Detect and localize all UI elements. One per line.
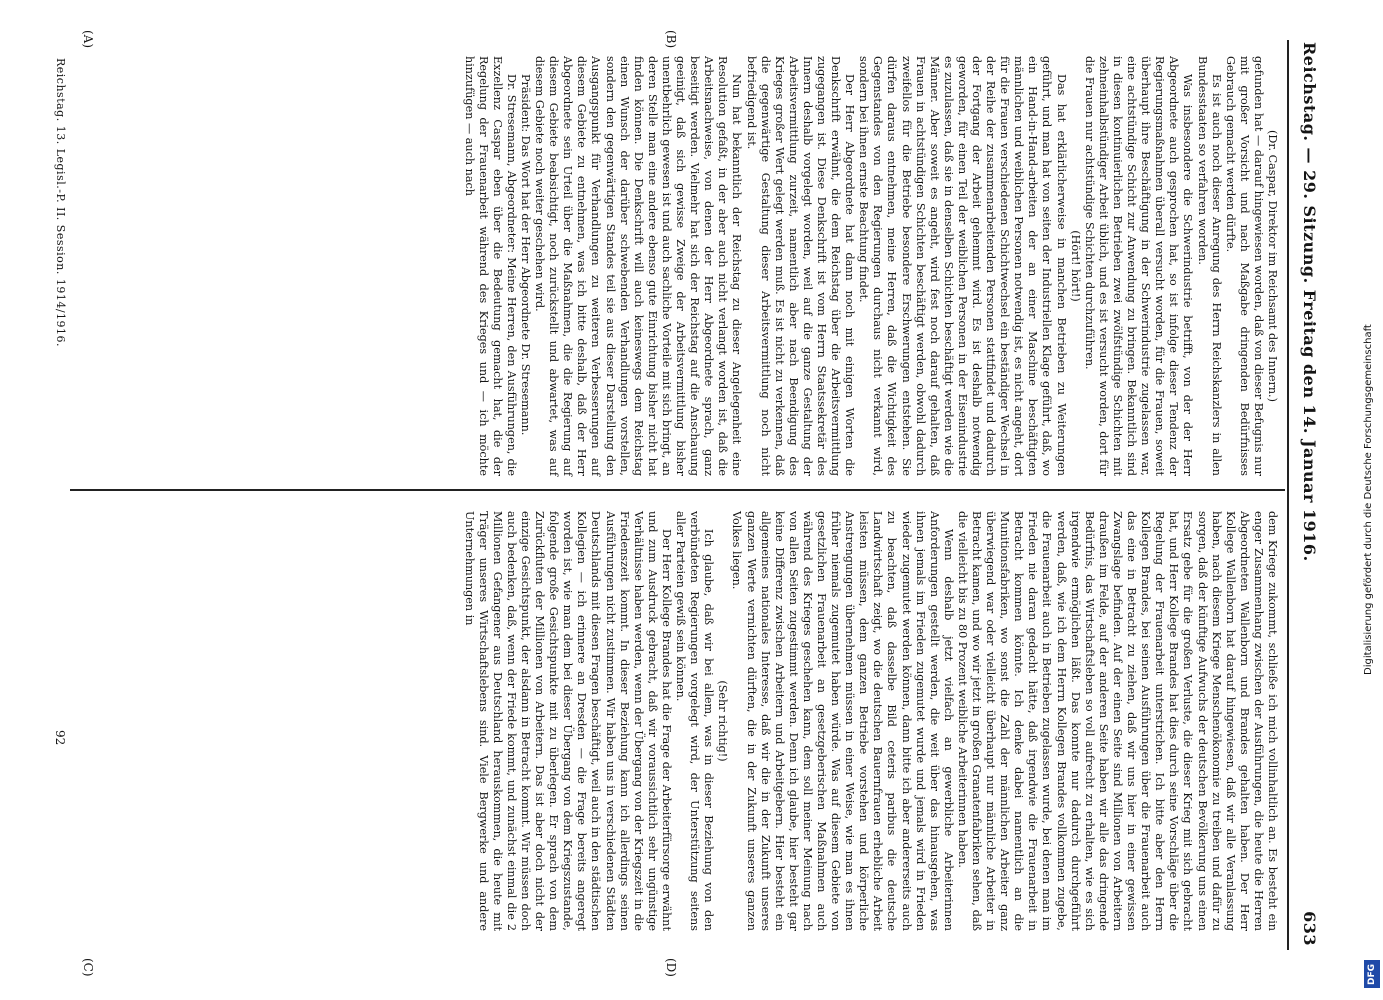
digitization-credit: Digitalisierung gefördert durch die Deutsche Forschungsgemeinschaft [1363,324,1374,676]
paragraph: Wenn deshalb jetzt vielfach an gewerbliche Arbeiterinnen Anforderungen gestellt werden, die weit über das hinausgehen, was ihnen jemals im Frieden zugemutet wurde und jemals wird in Frieden wieder zugemutet werden können, dann bitte ich aber andererseits auch zu beachten, daß dasselbe Bild ceteris paribus die deutsche Landwirtschaft zeigt, wo die deutschen Bauernfrauen erhebliche Arbeit leisten müssen, dem ganzen Betriebe vorstehen und körperliche Anstrengungen übernehmen müssen in einer Weise, wie man es ihnen früher niemals zugemutet haben würde. Was auf diesem Gebiete von gesetzlichen Frauenarbeit an gesetzgeberischen Maßnahmen auch während des Krieges geschehen kann, dem soll meiner Meinung nach von allen Seiten zugestimmt werden. Denn ich glaube, hier besteht gar keine Differenz zwischen Arbeitern und Arbeitgebern. Hier besteht ein allgemeines nationales Interesse, daß wir die in der Zukunft unseres ganzen Werte vernichten dürften, die in der Zukunft unseres ganzen Volkes liegen. [730,511,955,931]
dfg-logo: DFG [1364,960,1380,988]
paragraph: Das hat erklärlicherweise in manchen Betrieben zu Weiterungen geführt, und man hat von seiten der Industriellen Klage geführt, daß, wo ein Hand-in-Hand-arbeiten der an einer Maschine beschäftigten männlichen und weiblichen Personen notwendig ist, es nicht angeht, dort für die Frauen verschiedenen Schichtwechsel ein beständiger Wechsel in der Reihe der zusammenarbeitenden Personen stattfindet und dadurch der Fortgang der Arbeit gehemmt wird. Es ist deshalb notwendig geworden, für einen Teil der weiblichen Personen in der Eisenindustrie es zuzulassen, daß sie in denselben Schichten beschäftigt werden wie die Männer. Aber soweit es angeht, wird fest noch darauf gehalten, daß Frauen in achtstündigen Schichten beschäftigt werden, obwohl dadurch zweifellos für die Betriebe besondere Erschwerungen entstehen. Sie dürfen daraus entnehmen, meine Herren, daß die Wichtigkeit des Gegenstandes von den Regierungen durchaus nicht verkannt wird, sondern bei ihnen ernste Beachtung findet. [857,56,1068,476]
interjection: (Hört! hört!) [1068,230,1082,302]
margin-marker-b: (B) [664,30,678,49]
left-column [462,56,1279,476]
paragraph: Der Herr Abgeordnete hat dann noch mit einigen Worten die Denkschrift erwähnt, die dem Reichstag über die Arbeitsvermittlung zugegangen ist. Diese Denkschrift ist vom Herrn Staatssekretär des Innern deshalb vorgelegt worden, weil auf die ganze Gestaltung der Arbeitsvermittlung zurzeit, namentlich aber nach Beendigung des Krieges großer Wert gelegt werden muß. Es ist nicht zu verkennen, daß die gegenwärtige Gestaltung dieser Arbeitsvermittlung noch nicht befriedigend ist. [744,56,857,476]
header-rule [1287,40,1289,950]
margin-marker-c: (C) [81,958,95,977]
header-title: Reichstag. — 29. Sitzung. Freitag den 14. Januar 1916. [1300,42,1319,562]
page-footer: Reichstag. 13. Legisl.-P. II. Session. 1914/1916. [54,58,67,348]
margin-marker-d: (D) [664,958,678,977]
right-column [462,511,1279,931]
interjection: (Sehr richtig!) [716,680,730,762]
footer-page-number: 92 [53,730,67,746]
margin-marker-a: (A) [81,30,95,49]
president-statement: Präsident: Das Wort hat der Herr Abgeordnete Dr. Stresemann. [519,74,533,436]
paragraph: dem Kriege zukommt, schließe ich mich vollinhaltlich an. Es besteht ein enger Zusammenhang zwischen der Ausführungen, die heute die Herren Abgeordneten Wallenborn und Brandes gehalten haben. Der Herr Kollege Wallenborn hat darauf hingewiesen, daß wir alle Veranlassung haben, nach diesem Kriege Menschenökonomie zu treiben und dafür zu sorgen, daß der künftige Aufwuchs der deutschen Bevölkerung uns einen Ersatz gebe für die großen Verluste, die dieser Krieg mit sich gebracht hat, und Herr Kollege Brandes hat dies durch seine Vorschläge über die Regelung der Frauenarbeit unterstrichen. Ich bitte aber den Herrn Kollegen Brandes, bei seinen Ausführungen über die Frauenarbeit auch das eine in Betracht zu ziehen, daß wir uns hier in einer gewissen Zwangslage befinden. Auf der einen Seite sind Millionen von Arbeitern draußen im Felde, auf der anderen Seite haben wir alle das dringende Bedürfnis, das Wirtschaftsleben so voll aufrecht zu erhalten, wie es sich irgendwie ermöglichen läßt. Das konnte nur dadurch durchgeführt werden, daß, wie ich dem Herrn Kollegen Brandes vollkommen zugebe, die Frauenarbeit auch in Betrieben zugelassen wurde, bei denen man im Frieden nie daran gedacht hätte, daß irgendwie die Frauenarbeit in Betracht kommen könnte. Ich denke dabei namentlich an die Munitionsfabriken, wo sonst die Zahl der männlichen Arbeiter ganz überwiegend war oder vielleicht überhaupt nur männliche Arbeiter in Betracht kamen, und wo wir jetzt in großen Granatenfabriken sehen, daß die vielleicht bis zu 80 Prozent weibliche Arbeiterinnen haben. [955,511,1279,931]
paragraph: Nun hat bekanntlich der Reichstag zu dieser Angelegenheit eine Resolution gefaßt, in der aber auch nicht verlangt worden ist, daß die Arbeitsnachweise, von denen der Herr Abgeordnete sprach, ganz beseitigt werden. Vielmehr hat sich der Reichstag auf die Anschauung geeinigt, daß sich gewisse Zweige der Arbeitsvermittlung bisher unentbehrlich gewesen ist und auch sachliche Vorteile mit sich bringt, an deren Stelle man eine andere ebenso gute Einrichtung bisher nicht hat finden können. Die Denkschrift will auch keineswegs dem Reichstag einen Wunsch der darüber schwebenden Verhandlungen vorstellen, sondern den gegenwärtigen Standes teil sie aus dieser Darstellung den Ausgangspunkt für Verhandlungen zu weiteren Verbesserungen auf diesem Gebiete zu entnehmen, was ich bitte deshalb, daß der Herr Abgeordnete sein Urteil über die Maßnahmen, die die Regierung auf diesem Gebiete beabsichtigt, noch zurückstellt und abwartet, was auf diesem Gebiete noch weiter geschehen wird. [533,56,744,476]
speaker-statement: Dr. Stresemann, Abgeordneter: Meine Herren, den Ausführungen, die Exzellenz Caspar eben über die Bedeutung gemacht hat, die der Regelung der Frauenarbeit während des Krieges und — ich möchte hinzufügen — auch nach [462,56,518,476]
paragraph: gefunden hat — darauf hingewiesen worden, daß von dieser Befugnis nur mit großer Vorsicht und nach Maßgabe dringenden Bedürfnisses Gebrauch gemacht werden dürfte. [1223,56,1265,476]
paragraph: Es ist auch noch dieser Anregung des Herrn Reichskanzlers in allen Bundesstaaten so verfahren worden. [1195,56,1223,476]
paragraph: Ich glaube, daß wir bei allem, was in dieser Beziehung von den verbündeten Regierungen vorgelegt wird, der Unterstützung seitens aller Parteien gewiß sein können. [674,511,716,931]
page-header [1295,42,1319,946]
paragraph: Der Herr Kollege Brandes hat die Frage der Arbeiterfürsorge erwähnt und zum Ausdruck gebracht, daß wir voraussichtlich sehr ungünstige Verhältnisse haben werden, wenn der Übergang von der Kriegszeit in die Friedenszeit kommt. In dieser Beziehung kann ich allerdings seinen Ausführungen nicht zustimmen. Wir haben uns in verschiedenen Städten Deutschlands mit diesen Fragen beschäftigt, weil auch in den städtischen Kollegien — ich erinnere an Dresden — die Frage bereits angeregt worden ist, wie man dem bei dieser Übergang von dem Kriegszustande, folgende große Gesichtspunkte mit zu überlegen. Er sprach von dem Zurückfluten der Millionen von Arbeitern. Das ist aber doch nicht der einzige Gesichtspunkt, der alsdann in Betracht kommt. Wir müssen doch auch bedenken, daß, wenn der Friede kommt, und zunächst einmal die 2 Millionen Gefangener aus Deutschland herauskommen, die heute mit Träger unseres Wirtschaftslebens sind. Viele Bergwerke und andere Unternehmungen in [462,511,673,931]
paragraph: Was insbesondere die Schwerindustrie betrifft, von der der Herr Abgeordnete auch gesprochen hat, so ist infolge dieser Tendenz der Regierungsmaßnahmen überall versucht worden, für die Frauen, soweit überhaupt ihre Beschäftigung in der Schwerindustrie zugelassen war, eine achtstündige Schicht zur Anwendung zu bringen. Bekanntlich sind in diesen kontinuierlichen Betrieben zwei zwölfstündige Schichten mit zehneinhalbstündiger Arbeit üblich, und es ist versucht worden, dort für die Frauen nur achtstündige Schichten durchzuführen. [1082,56,1195,476]
column-divider [70,489,1285,491]
header-page-number: 633 [1300,911,1319,946]
speaker-attribution: (Dr. Caspar, Direktor im Reichsamt des Innern.) [1266,130,1279,402]
